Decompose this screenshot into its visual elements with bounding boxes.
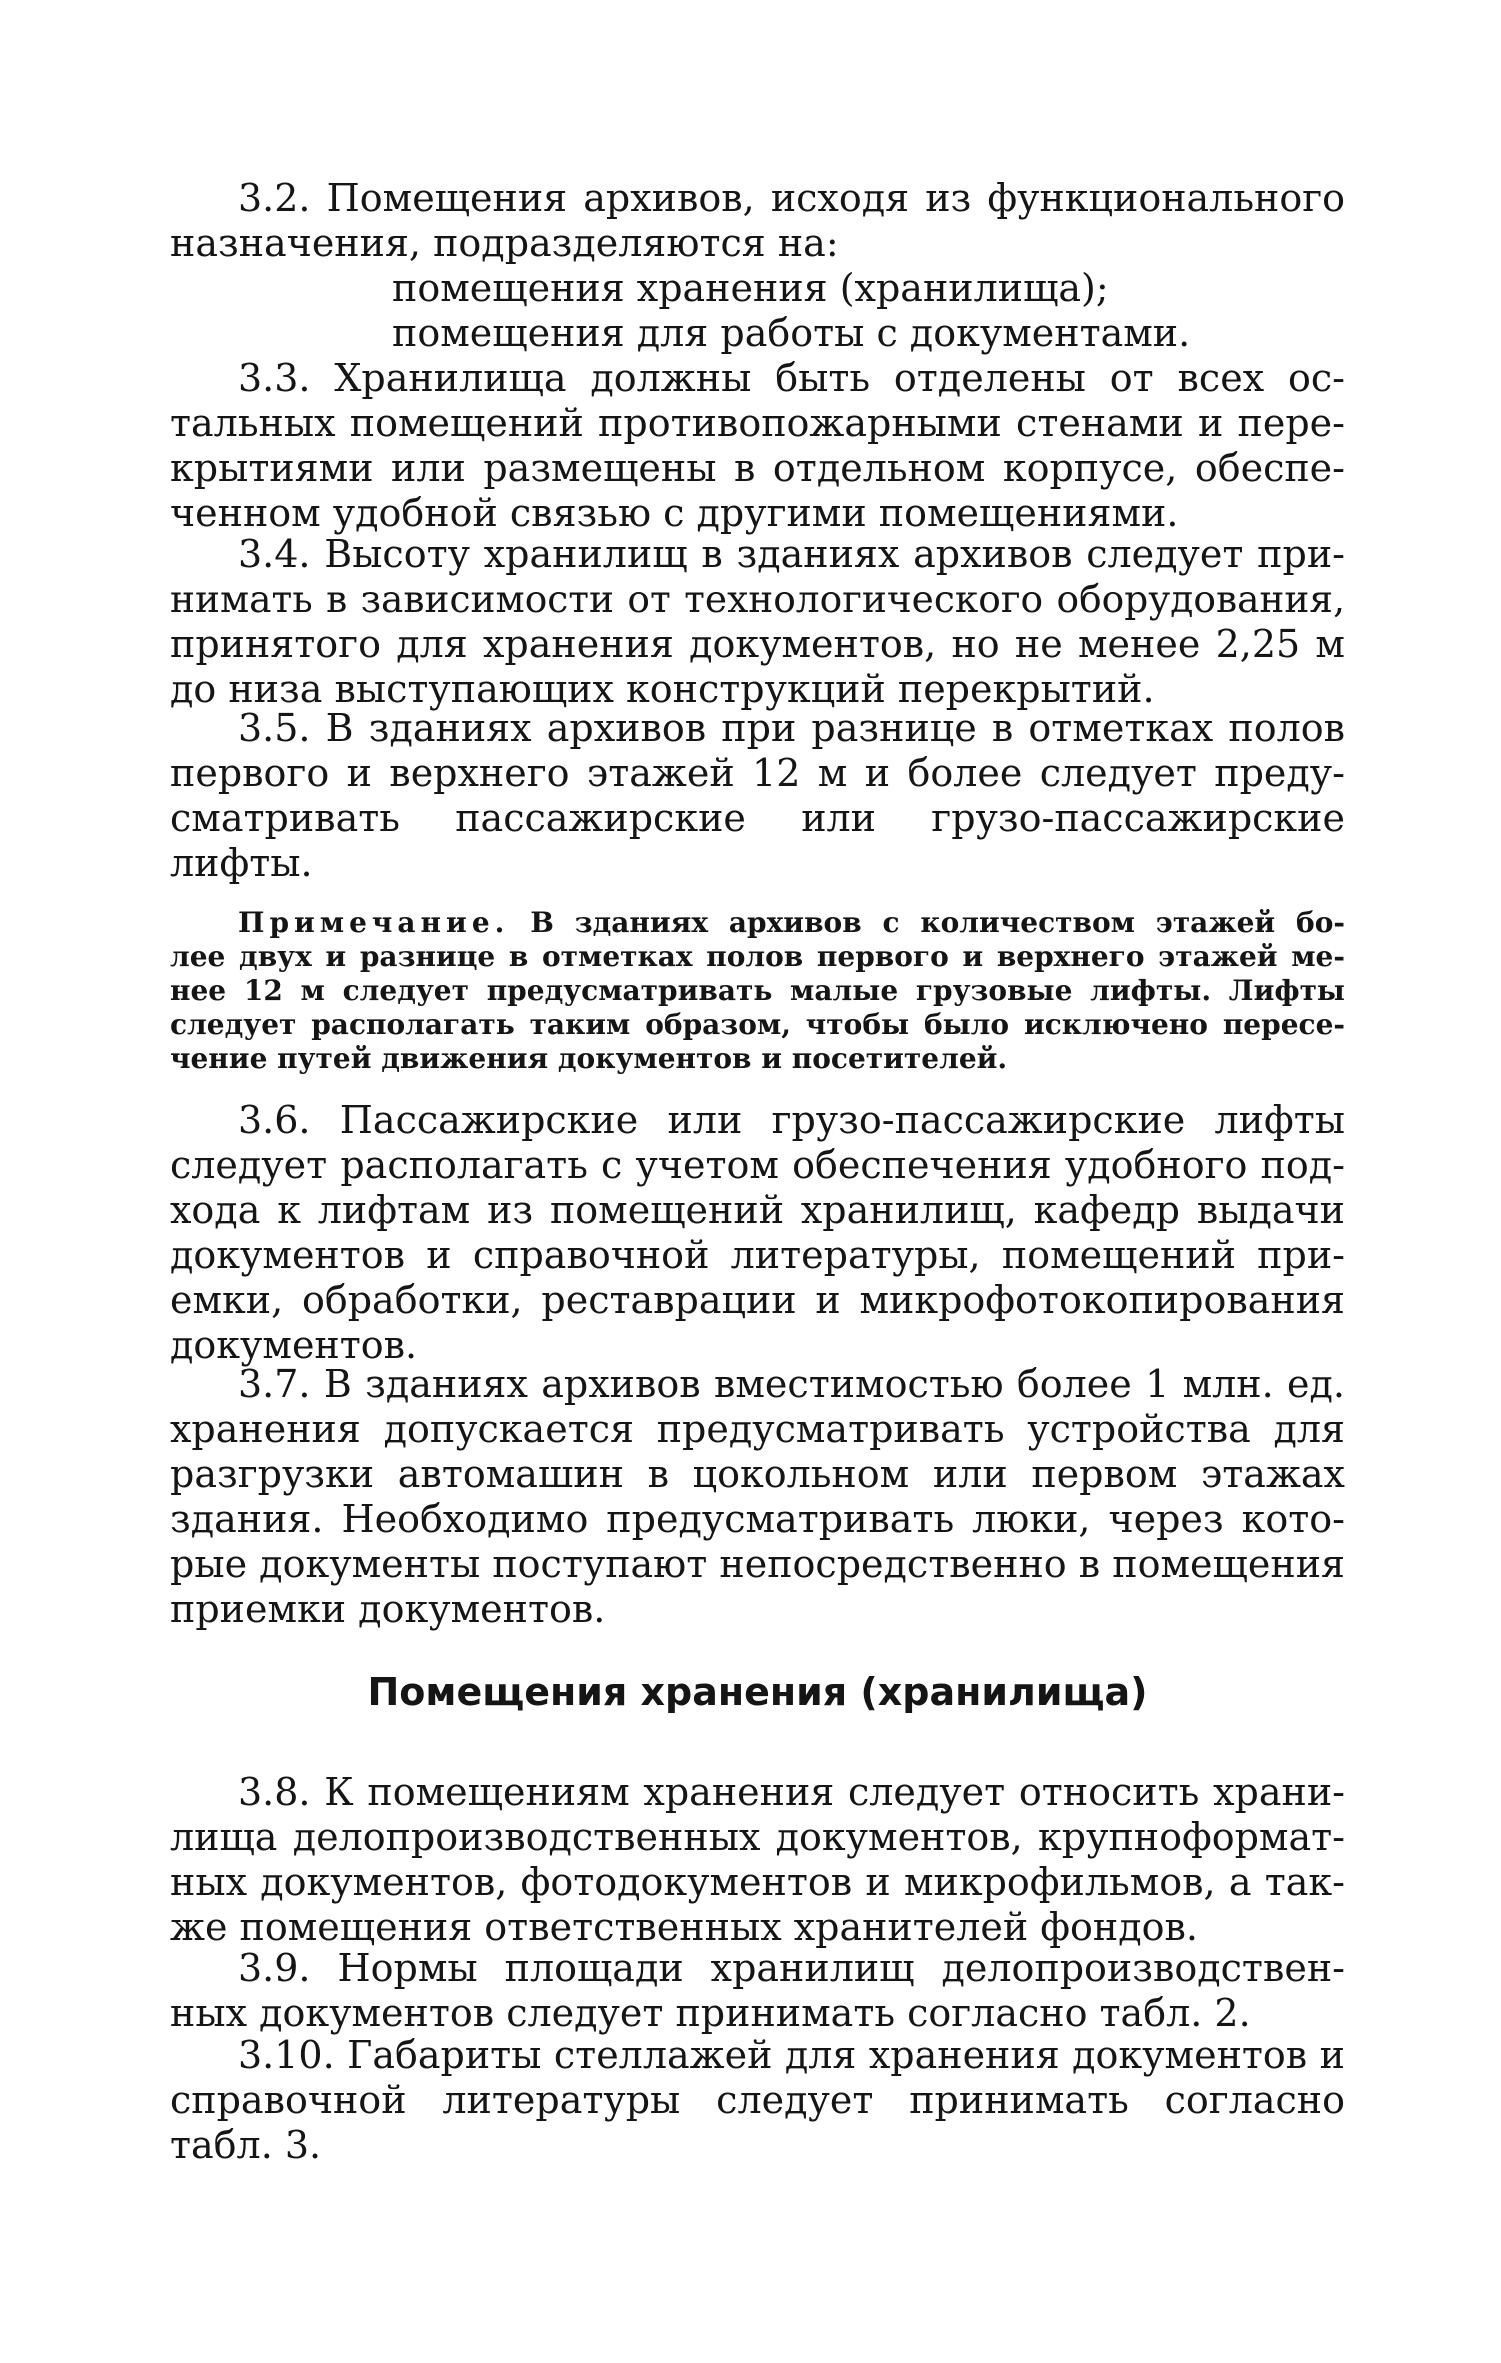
clause-line: справочной литературы следует принимать согласно [170, 2078, 1345, 2122]
clause-line: разгрузки автомашин в цокольном или первом этажах [170, 1452, 1345, 1496]
clause-3-4 [170, 532, 1345, 712]
clause-line: до низа выступающих конструкций перекрытий. [170, 667, 1155, 711]
clause-3-3 [170, 356, 1345, 536]
clause-line: 3.9. Нормы площади хранилищ делопроизводствен- [238, 1946, 1345, 1990]
clause-3-10 [170, 2033, 1345, 2168]
clause-line: рые документы поступают непосредственно в помещения [170, 1542, 1345, 1586]
clause-line: следует располагать с учетом обеспечения удобного под- [170, 1143, 1345, 1187]
note-text: В зданиях архивов с количеством этажей бо- [530, 906, 1345, 939]
clause-line: ных документов, фотодокументов и микрофильмов, а так- [170, 1860, 1345, 1904]
clause-3-9 [170, 1946, 1345, 2036]
clause-line: хода к лифтам из помещений хранилищ, кафедр выдачи [170, 1188, 1345, 1232]
clause-line: ченном удобной связью с другими помещениями. [170, 491, 1179, 535]
section-heading: Помещения хранения (хранилища) [367, 1670, 1148, 1714]
clause-3-8 [170, 1770, 1345, 1950]
clause-3-6 [170, 1098, 1345, 1368]
clause-line: принятого для хранения документов, но не менее 2,25 м [170, 622, 1345, 666]
clause-line: документов. [170, 1323, 418, 1367]
clause-line: 3.7. В зданиях архивов вместимостью более 1 млн. ед. [238, 1362, 1345, 1406]
note-line [170, 906, 1345, 940]
clause-3-5 [170, 706, 1345, 886]
list-item: помещения для работы с документами. [392, 311, 1191, 355]
note-line: лее двух и разнице в отметках полов первого и верхнего этажей ме- [170, 940, 1345, 973]
clause-line: приемки документов. [170, 1587, 606, 1631]
clause-line: нимать в зависимости от технологического оборудования, [170, 577, 1345, 621]
clause-3-7 [170, 1362, 1345, 1632]
list-item: помещения хранения (хранилища); [392, 266, 1109, 310]
clause-line: лища делопроизводственных документов, крупноформат- [170, 1815, 1345, 1859]
clause-line: крытиями или размещены в отдельном корпусе, обеспе- [170, 446, 1345, 490]
clause-line: назначения, подразделяются на: [170, 221, 839, 265]
clause-line: хранения допускается предусматривать устройства для [170, 1407, 1345, 1451]
note-line: следует располагать таким образом, чтобы было исключено пересе- [170, 1008, 1345, 1041]
note-line: нее 12 м следует предусматривать малые грузовые лифты. Лифты [170, 974, 1345, 1007]
clause-line: 3.8. К помещениям хранения следует относить храни- [238, 1770, 1345, 1814]
note-line: чение путей движения документов и посетителей. [170, 1042, 1008, 1075]
clause-line: же помещения ответственных хранителей фондов. [170, 1905, 1199, 1949]
clause-line: тальных помещений противопожарными стенами и пере- [170, 401, 1345, 445]
clause-line: первого и верхнего этажей 12 м и более следует преду- [170, 751, 1345, 795]
note [170, 906, 1345, 1076]
clause-line: лифты. [170, 841, 313, 885]
clause-line: 3.6. Пассажирские или грузо-пассажирские лифты [238, 1098, 1345, 1142]
clause-line: документов и справочной литературы, помещений при- [170, 1233, 1345, 1277]
clause-line: ных документов следует принимать согласно табл. 2. [170, 1991, 1251, 2035]
clause-line: 3.2. Помещения архивов, исходя из функционального [238, 176, 1345, 220]
clause-line: 3.5. В зданиях архивов при разнице в отметках полов [238, 706, 1345, 750]
clause-line: 3.10. Габариты стеллажей для хранения документов и [238, 2033, 1345, 2077]
clause-line: табл. 3. [170, 2123, 322, 2167]
clause-line: емки, обработки, реставрации и микрофотокопирования [170, 1278, 1345, 1322]
note-label: Примечание. [238, 906, 510, 939]
clause-line: здания. Необходимо предусматривать люки, через кото- [170, 1497, 1345, 1541]
clause-line: 3.3. Хранилища должны быть отделены от всех ос- [238, 356, 1345, 400]
clause-line: 3.4. Высоту хранилищ в зданиях архивов следует при- [238, 532, 1345, 576]
clause-line: сматривать пассажирские или грузо-пассажирские [170, 796, 1345, 840]
clause-3-2 [170, 176, 1345, 356]
